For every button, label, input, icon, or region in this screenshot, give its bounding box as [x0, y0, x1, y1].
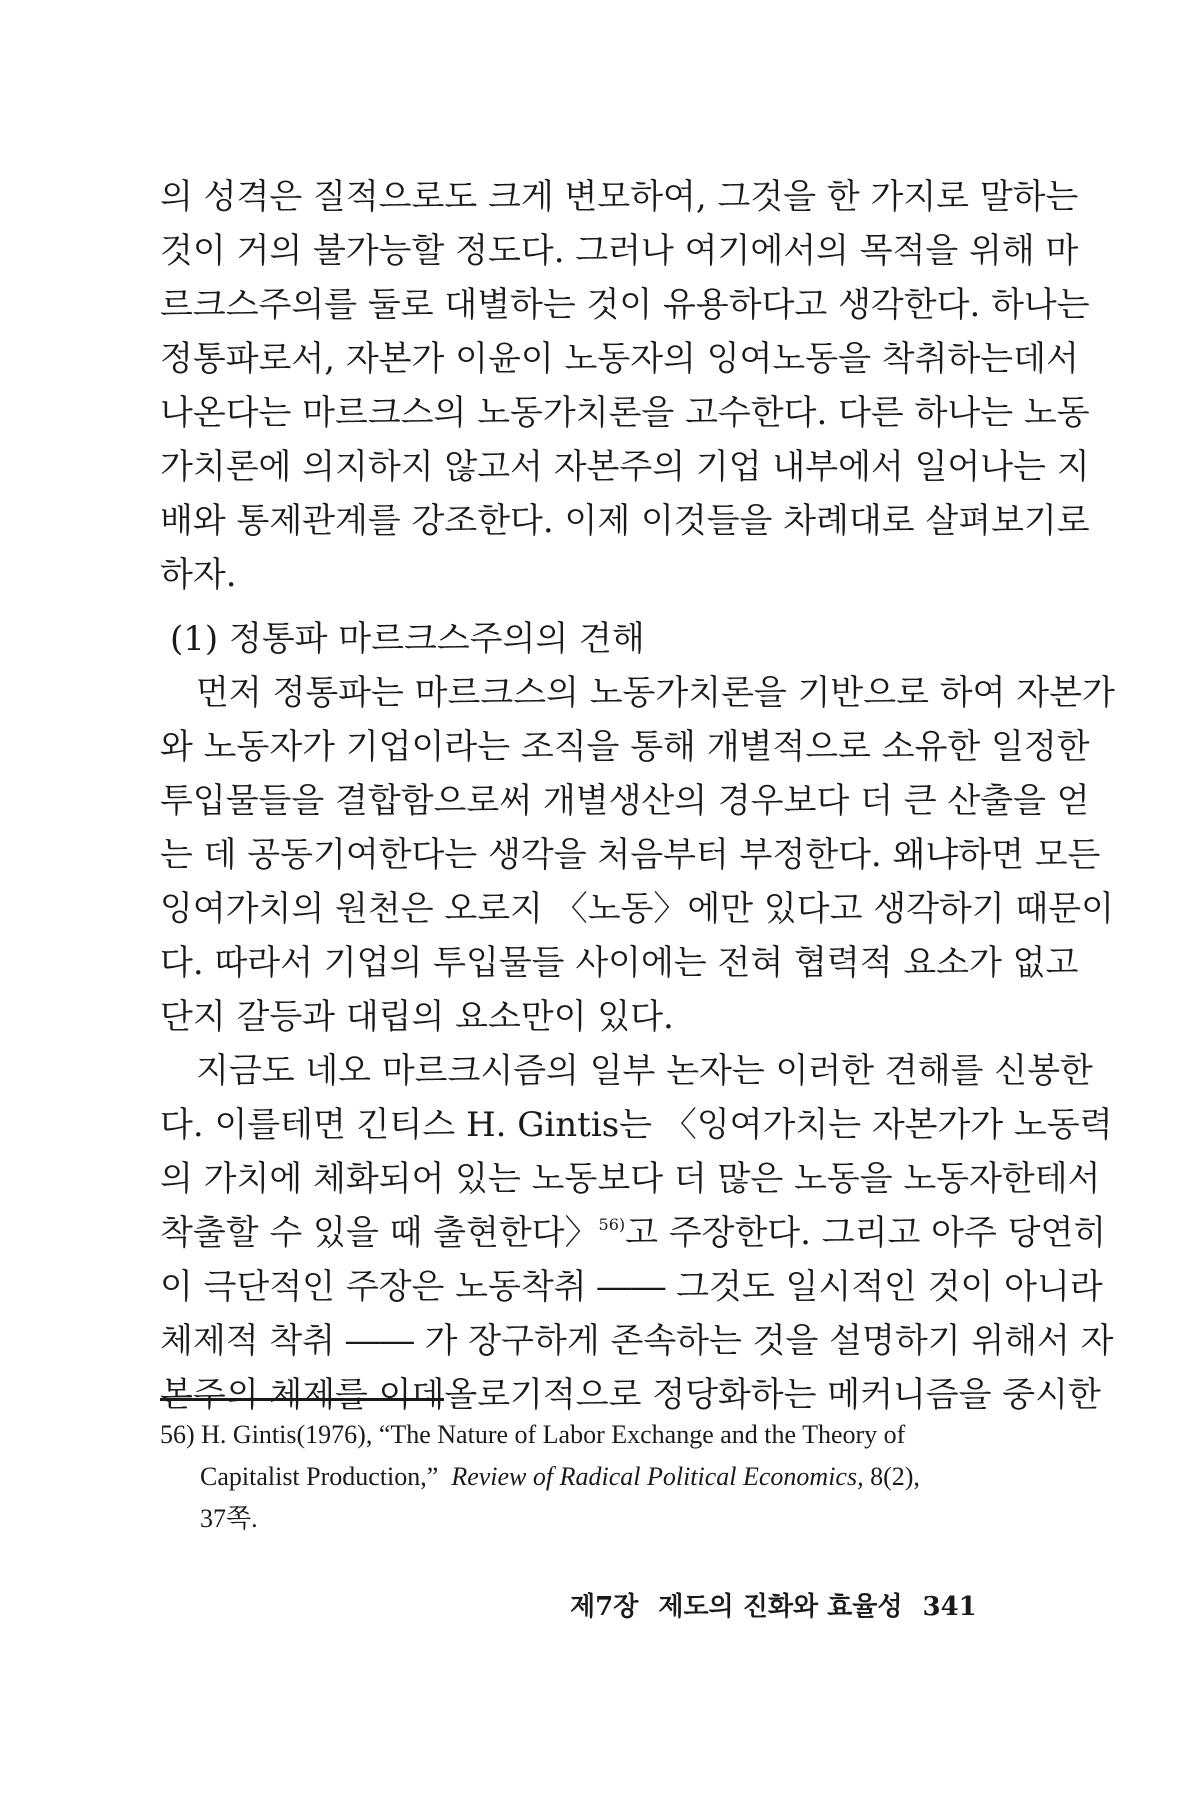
chapter-label: 제7장 [570, 1592, 639, 1622]
chapter-title: 제도의 진화와 효율성 [658, 1592, 903, 1622]
text-line: 와 노동자가 기업이라는 조직을 통해 개별적으로 소유한 일정한 [160, 727, 1090, 767]
footnote-line: 56) H. Gintis(1976), “The Nature of Labor Exchange and the Theory of [160, 1420, 906, 1449]
text-line: 정통파로서, 자본가 이윤이 노동자의 잉여노동을 착취하는데서 [160, 339, 1079, 379]
page-number: 341 [922, 1592, 977, 1622]
text-line: 것이 거의 불가능할 정도다. 그러나 여기에서의 목적을 위해 마 [160, 231, 1079, 271]
footnote-line [160, 1456, 1022, 1498]
text-segment: 고 주장한다. 그리고 아주 당연히 [625, 1213, 1107, 1253]
text-line: 체제적 착취 ―― 가 장구하게 존속하는 것을 설명하기 위해서 자 [160, 1321, 1114, 1361]
text-line: 의 가치에 체화되어 있는 노동보다 더 많은 노동을 노동자한테서 [160, 1159, 1101, 1199]
text-line: 의 성격은 질적으로도 크게 변모하여, 그것을 한 가지로 말하는 [160, 177, 1079, 217]
text-line: 먼저 정통파는 마르크스의 노동가치론을 기반으로 하여 자본가 [196, 673, 1115, 713]
text-line: 배와 통제관계를 강조한다. 이제 이것들을 차례대로 살펴보기로 [160, 501, 1090, 541]
text-line: 지금도 네오 마르크시즘의 일부 논자는 이러한 견해를 신봉한 [196, 1051, 1093, 1091]
footnote-reference[interactable]: 56) [598, 1215, 626, 1234]
text-line: 는 데 공동기여한다는 생각을 처음부터 부정한다. 왜냐하면 모든 [160, 835, 1101, 875]
text-line: 본주의 체제를 이데올로기적으로 정당화하는 메커니즘을 중시한 [160, 1375, 1101, 1415]
section-heading: (1) 정통파 마르크스주의의 견해 [170, 619, 645, 659]
journal-title: Review of Radical Political Economics, [451, 1462, 864, 1491]
footnote-separator [160, 1398, 444, 1401]
text-line: 나온다는 마르크스의 노동가치론을 고수한다. 다른 하나는 노동 [160, 393, 1090, 433]
text-line: 단지 갈등과 대립의 요소만이 있다. [160, 997, 674, 1037]
footnote-line: 37쪽. [200, 1504, 258, 1533]
running-footer [570, 1585, 1030, 1629]
text-line: 이 극단적인 주장은 노동착취 ―― 그것도 일시적인 것이 아니라 [160, 1267, 1103, 1307]
text-line: 르크스주의를 둘로 대별하는 것이 유용하다고 생각한다. 하나는 [160, 285, 1090, 325]
footnote-text: 8(2), [870, 1462, 920, 1491]
text-line-with-footnote-ref [160, 1204, 1107, 1262]
text-line: 투입물들을 결합함으로써 개별생산의 경우보다 더 큰 산출을 얻 [160, 781, 1090, 821]
text-line: 다. 이를테면 긴티스 H. Gintis는 〈잉여가치는 자본가가 노동력 [160, 1105, 1113, 1145]
text-segment: 착출할 수 있을 때 출현한다〉 [160, 1213, 599, 1253]
text-line: 다. 따라서 기업의 투입물들 사이에는 전혀 협력적 요소가 없고 [160, 943, 1079, 983]
text-line: 잉여가치의 원천은 오로지 〈노동〉에만 있다고 생각하기 때문이 [160, 889, 1114, 929]
text-line: 가치론에 의지하지 않고서 자본주의 기업 내부에서 일어나는 지 [160, 447, 1090, 487]
text-line: 하자. [160, 555, 237, 595]
footnote-text: Capitalist Production,” [200, 1462, 439, 1491]
